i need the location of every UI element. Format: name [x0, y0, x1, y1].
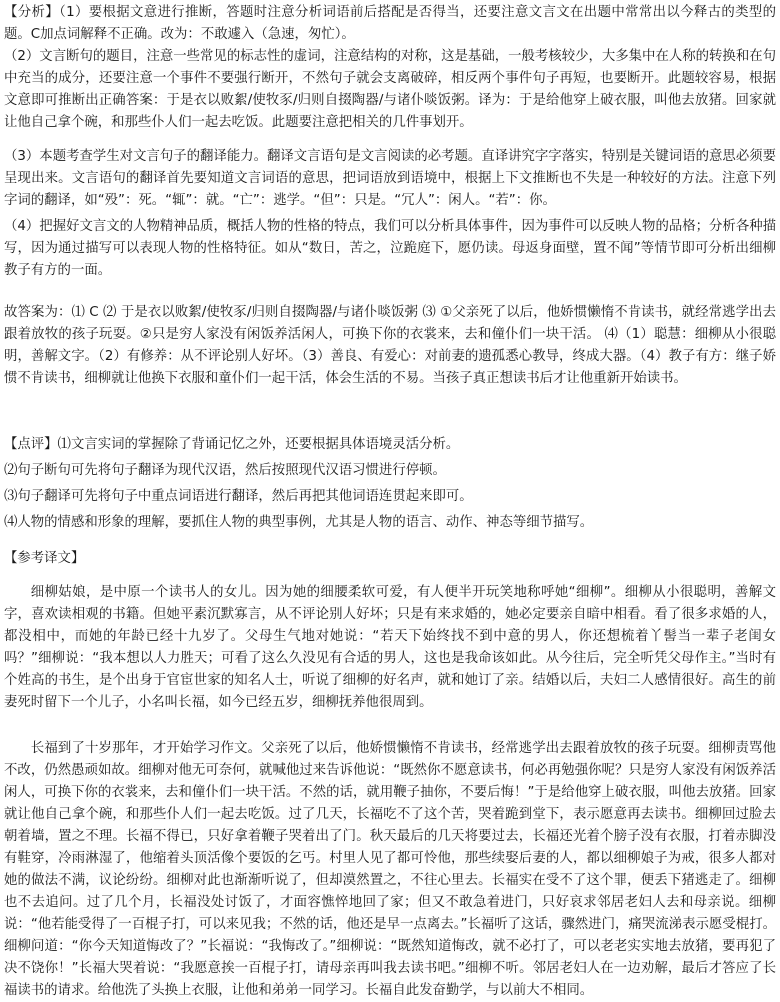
- translation-paragraph-2: 长福到了十岁那年，才开始学习作文。父亲死了以后，他娇惯懒惰不肯读书，经常逃学出去跟着放牧的孩子玩耍。细柳责骂他不改，仍然愚顽如故。细柳对他无可奈何，就喊他过来告诉他说：“既然你不愿意读书，何必再勉强你呢？只是穷人家没有闲饭养活闲人，可换下你的衣裳来，去和僮仆们一块干活。不然的话，就用鞭子抽你，不要后悔！”于是给他穿上破衣服，叫他去放猪。回家就让他自己拿个碗，和那些仆人们一起去吃饭。过了几天，长福吃不了这个苦，哭着跪到堂下，表示愿意再去读书。细柳回过脸去朝着墙，置之不理。长福不得已，只好拿着鞭子哭着出了门。秋天最后的几天将要过去，长福还光着个膀子没有衣服，打着赤脚没有鞋穿，冷雨淋湿了，他缩着头顶活像个要饭的乞丐。村里人见了都可怜他，那些续娶后妻的人，都以细柳娘子为戒，很多人都对她的做法不满，议论纷纷。细柳对此也渐渐听说了，但却漠然置之，不往心里去。长福实在受不了这个罪，便丢下猪逃走了。细柳也不去追问。过了几个月，长福没处讨饭了，才面容憔悴地回了家；但又不敢急着进门，只好哀求邻居老妇人去和母亲说。细柳说：“他若能受得了一百棍子打，可以来见我；不然的话，他还是早一点离去。”长福听了这话，骤然进门，痛哭流涕表示愿受棍打。细柳问道：“你今天知道悔改了？”长福说：“我悔改了。”细柳说：“既然知道悔改，就不必打了，可以老老实实地去放猪，要再犯了决不饶你！”长福大哭着说：“我愿意挨一百棍子打，请母亲再叫我去读书吧。”细柳不听。邻居老妇人在一边劝解，最后才答应了长福读书的请求。给他洗了头换上衣服，让他和弟弟一同学习。长福自此发奋勤学，与以前大不相同。: [4, 741, 776, 998]
- analysis-paragraph-2: （2）文言断句的题目，注意一些常见的标志性的虚词，注意结构的对称，这是基础，一般考核较少，大多集中在人称的转换和在句中充当的成分，还要注意一个事件不要强行断开，不然句子就会支离破碎，相反两个事件句子再短，也要断开。此题较容易，根据文意即可推断出正确答案：于是衣以败絮/使牧豕/归则自掇陶器/与诸仆啖饭粥。译为：于是给他穿上破衣服，叫他去放猪。回家就让他自己拿个碗，和那些仆人们一起去吃饭。此题要注意把相关的几件事划开。: [4, 49, 776, 130]
- comment-line-1: 【点评】⑴文言实词的掌握除了背诵记忆之外，还要根据具体语境灵活分析。: [4, 437, 460, 452]
- comment-line-2: ⑵句子断句可先将句子翻译为现代汉语，然后按照现代汉语习惯进行停顿。: [4, 463, 446, 478]
- answer-paragraph: 故答案为：⑴ C ⑵ 于是衣以败絮/使牧豕/归则自掇陶器/与诸仆啖饭粥 ⑶ ①父亲死了以后，他娇惯懒惰不肯读书，就经常逃学出去跟着放牧的孩子玩耍。②只是穷人家没有闲饭养活闲人，可换下你的衣裳来，去和僮仆们一块干活。 ⑷（1）聪慧：细柳从小很聪明，善解文字。（2）有修养：从不评论别人好坏。（3）善良、有爱心：对前妻的遗孤悉心教导，终成大器。（4）教子有方：继子娇惯不肯读书，细柳就让他换下衣服和童仆们一起干活，体会生活的不易。当孩子真正想读书后才让他重新开始读书。: [4, 305, 776, 386]
- analysis-paragraph-3: （3）本题考查学生对文言句子的翻译能力。翻译文言语句是文言阅读的必考题。直译讲究字字落实，特别是关键词语的意思必须要呈现出来。文言语句的翻译首先要知道文言词语的意思，把词语放到语境中，根据上下文推断也不失是一种较好的方法。注意下列字词的翻译，如“殁”：死。“辄”：就。“亡”：逃学。“但”：只是。“冗人”：闲人。“若”：你。: [4, 149, 776, 208]
- comment-line-4: ⑷人物的情感和形象的理解，要抓住人物的典型事例，尤其是人物的语言、动作、神态等细节描写。: [4, 515, 594, 530]
- translation-heading: 【参考译文】: [4, 551, 85, 566]
- analysis-paragraph-4: （4）把握好文言文的人物精神品质，概括人物的性格的特点，我们可以分析具体事件，因为事件可以反映人物的品格；分析各种描写，因为通过描写可以表现人物的性格特征。如从“数日，苦之，泣跪庭下，愿仍读。母返身面壁，置不闻”等情节即可分析出细柳教子有方的一面。: [4, 219, 776, 278]
- comment-line-3: ⑶句子翻译可先将句子中重点词语进行翻译，然后再把其他词语连贯起来即可。: [4, 489, 473, 504]
- analysis-paragraph-1: [4, 2, 776, 46]
- analysis-text-1: （1）要根据文意进行推断，答题时注意分析词语前后搭配是否得当，还要注意文言文在出题中常常出以今释古的类型的题。C加点词解释不正确。改为：不敢遽入（急速，匆忙）。: [4, 5, 776, 42]
- analysis-label: 【分析】: [4, 5, 60, 20]
- translation-paragraph-1: 细柳姑娘，是中原一个读书人的女儿。因为她的细腰柔软可爱，有人便半开玩笑地称呼她“细柳”。细柳从小很聪明，善解文字，喜欢读相观的书籍。但她平素沉默寡言，从不评论别人好坏；只是有来求婚的，她必定要亲自暗中相看。看了很多求婚的人，都没相中，而她的年龄已经十九岁了。父母生气地对她说：“若天下始终找不到中意的男人，你还想梳着丫髻当一辈子老闺女吗？”细柳说：“我本想以人力胜天；可看了这么久没见有合适的男人，这也是我命该如此。从今往后，完全听凭父母作主。”当时有个姓高的书生，是个出身于官宦世家的知名人士，听说了细柳的好名声，就和她订了亲。结婚以后，夫妇二人感情很好。高生的前妻死时留下一个儿子，小名叫长福，如今已经五岁，细柳抚养他很周到。: [4, 585, 776, 710]
